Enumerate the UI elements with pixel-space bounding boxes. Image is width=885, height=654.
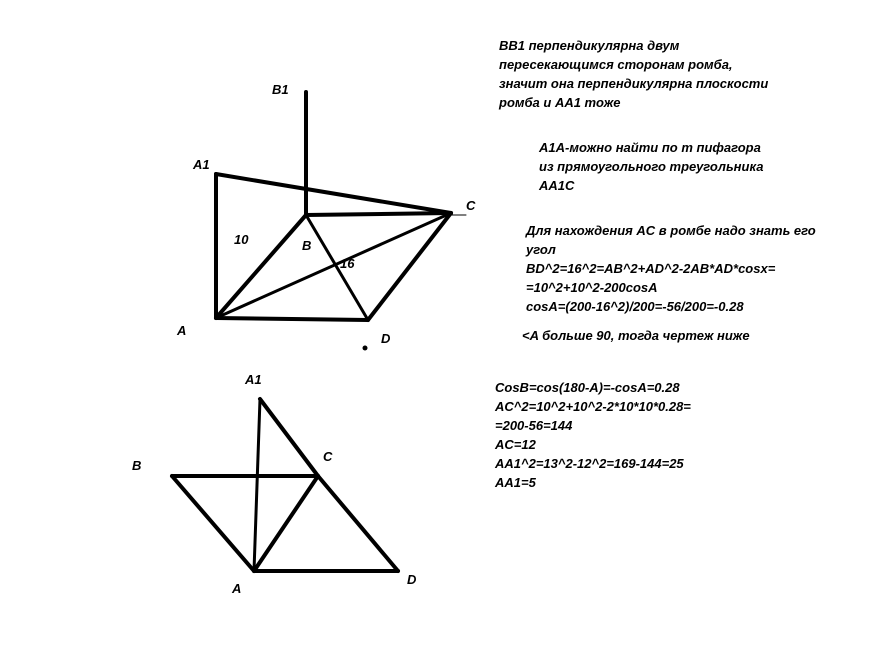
note-perpendicular: [499, 36, 768, 112]
label-a1: A1: [193, 157, 210, 172]
note-line: угол: [526, 242, 556, 257]
note-line: Для нахождения AC в ромбе надо знать его: [526, 223, 816, 238]
bottom-figure: [172, 399, 398, 571]
edge-a1-c: [260, 399, 318, 476]
note-line: ромба и AA1 тоже: [499, 95, 621, 110]
note-line: AC^2=10^2+10^2-2*10*10*0.28=: [495, 399, 691, 414]
note-line: cosA=(200-16^2)/200=-56/200=-0.28: [526, 299, 744, 314]
stray-dot: [363, 346, 368, 351]
note-line: A1A-можно найти по т пифагора: [539, 140, 761, 155]
note-line: AC=12: [495, 437, 536, 452]
edge-c-d: [318, 476, 398, 571]
edge-a-d: [216, 318, 368, 320]
note-line: =10^2+10^2-200cosA: [526, 280, 658, 295]
diagonal-a-c: [254, 476, 318, 571]
edge-b-a: [172, 476, 254, 571]
edge-c-d: [368, 213, 451, 320]
note-line: AA1^2=13^2-12^2=169-144=25: [495, 456, 684, 471]
note-solution: [495, 378, 691, 492]
edge-a1-c: [216, 174, 451, 213]
note-line: CosB=cos(180-A)=-cosA=0.28: [495, 380, 680, 395]
note-line: пересекающимся сторонам ромба,: [499, 57, 733, 72]
diagonal-b-d: [306, 215, 368, 320]
label-a1: A1: [245, 372, 262, 387]
label-d: D: [381, 331, 391, 346]
edge-a-b: [216, 215, 306, 318]
label-c: C: [466, 198, 476, 213]
label-d: D: [407, 572, 417, 587]
note-line: BB1 перпендикулярна двум: [499, 38, 680, 53]
label-edge-bd: 16: [340, 256, 355, 271]
note-line: BD^2=16^2=AB^2+AD^2-2AB*AD*cosx=: [526, 261, 776, 276]
note-line: =200-56=144: [495, 418, 573, 433]
note-line: AA1C: [539, 178, 575, 193]
label-b: B: [302, 238, 312, 253]
label-c: C: [323, 449, 333, 464]
label-b1: B1: [272, 82, 289, 97]
top-figure: [216, 92, 466, 320]
edge-b-c: [306, 213, 451, 215]
label-edge-aa1: 10: [234, 232, 249, 247]
note-obtuse: <A больше 90, тогда чертеж ниже: [522, 328, 750, 343]
note-line: AA1=5: [495, 475, 536, 490]
label-a: A: [232, 581, 242, 596]
label-a: A: [177, 323, 187, 338]
note-line: значит она перпендикулярна плоскости: [499, 76, 769, 91]
note-pythagoras: [539, 138, 763, 195]
diagonal-a-c: [216, 213, 451, 318]
note-line: из прямоугольного треугольника: [539, 159, 764, 174]
label-b: B: [132, 458, 142, 473]
note-angle: [526, 221, 816, 316]
edge-a-a1: [254, 399, 260, 571]
